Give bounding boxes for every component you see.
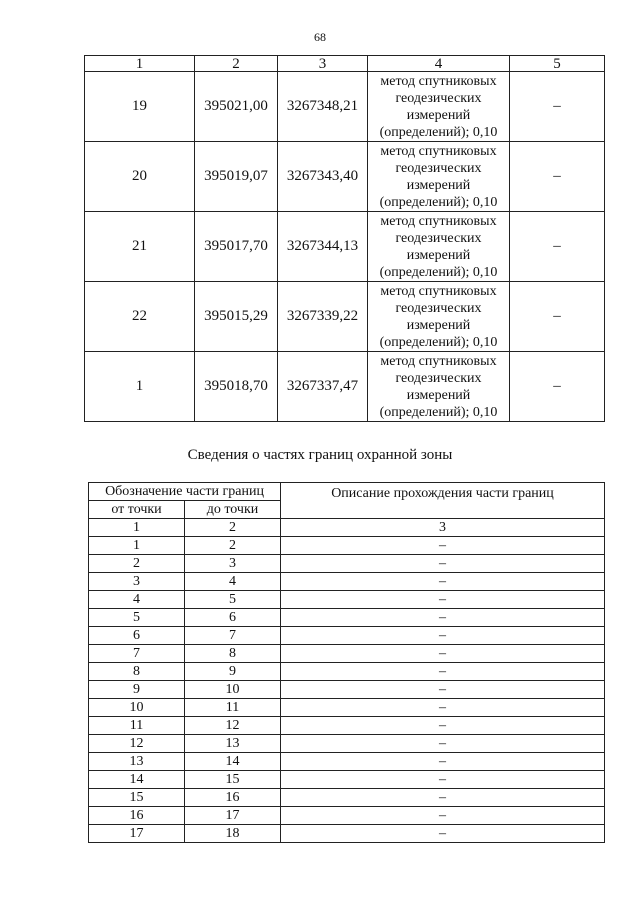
to-point: 9 xyxy=(185,663,281,681)
method-line: измерений xyxy=(406,177,471,193)
part-description: – xyxy=(281,573,605,591)
point-number: 19 xyxy=(85,72,195,142)
to-point: 16 xyxy=(185,789,281,807)
method-line: измерений xyxy=(406,387,471,403)
parts-header-row xyxy=(89,483,605,501)
to-point: 14 xyxy=(185,753,281,771)
point-number: 1 xyxy=(85,352,195,422)
method-line: геодезических xyxy=(395,90,482,106)
coordinate-y: 3267343,40 xyxy=(278,142,368,212)
table-row xyxy=(89,573,605,591)
measurement-method xyxy=(368,282,510,352)
table-row xyxy=(89,645,605,663)
header-from-point: от точки xyxy=(89,501,185,519)
part-description: – xyxy=(281,753,605,771)
part-description: – xyxy=(281,825,605,843)
method-line: измерений xyxy=(406,247,471,263)
point-number: 21 xyxy=(85,212,195,282)
column-number-1: 1 xyxy=(85,56,195,72)
coordinate-x: 395015,29 xyxy=(195,282,278,352)
method-line: геодезических xyxy=(395,160,482,176)
coordinates-header-row xyxy=(85,56,605,72)
section-title: Сведения о частях границ охранной зоны xyxy=(187,447,453,463)
part-description: – xyxy=(281,789,605,807)
method-line: (определений); 0,10 xyxy=(379,334,498,350)
from-point: 15 xyxy=(89,789,185,807)
from-point: 12 xyxy=(89,735,185,753)
note: – xyxy=(510,352,605,422)
coordinate-x: 395019,07 xyxy=(195,142,278,212)
to-point: 18 xyxy=(185,825,281,843)
to-point: 17 xyxy=(185,807,281,825)
from-point: 13 xyxy=(89,753,185,771)
header-to-point: до точки xyxy=(185,501,281,519)
part-description: – xyxy=(281,699,605,717)
table-row xyxy=(89,735,605,753)
note: – xyxy=(510,72,605,142)
method-line: метод спутниковых xyxy=(380,283,497,299)
coordinate-y: 3267344,13 xyxy=(278,212,368,282)
method-line: геодезических xyxy=(395,230,482,246)
to-point: 12 xyxy=(185,717,281,735)
coordinate-y: 3267348,21 xyxy=(278,72,368,142)
table-row xyxy=(89,825,605,843)
table-row xyxy=(89,555,605,573)
part-description: – xyxy=(281,735,605,753)
part-description: – xyxy=(281,537,605,555)
header-description: Описание прохождения части границ xyxy=(281,483,605,519)
part-description: – xyxy=(281,555,605,573)
to-point: 4 xyxy=(185,573,281,591)
to-point: 3 xyxy=(185,555,281,573)
table-row xyxy=(89,807,605,825)
table-row xyxy=(89,717,605,735)
method-line: метод спутниковых xyxy=(380,73,497,89)
from-point: 3 xyxy=(89,573,185,591)
from-point: 10 xyxy=(89,699,185,717)
from-point: 11 xyxy=(89,717,185,735)
part-description: – xyxy=(281,609,605,627)
from-point: 5 xyxy=(89,609,185,627)
note: – xyxy=(510,212,605,282)
coordinate-x: 395018,70 xyxy=(195,352,278,422)
table-row xyxy=(89,627,605,645)
table-row xyxy=(89,591,605,609)
to-point: 11 xyxy=(185,699,281,717)
coordinate-y: 3267337,47 xyxy=(278,352,368,422)
column-number-2: 2 xyxy=(185,519,281,537)
table-row xyxy=(85,352,605,422)
part-description: – xyxy=(281,645,605,663)
boundary-parts-table xyxy=(88,482,605,843)
to-point: 8 xyxy=(185,645,281,663)
table-row xyxy=(89,537,605,555)
measurement-method xyxy=(368,352,510,422)
coordinate-y: 3267339,22 xyxy=(278,282,368,352)
part-description: – xyxy=(281,627,605,645)
method-line: измерений xyxy=(406,317,471,333)
part-description: – xyxy=(281,717,605,735)
table-row xyxy=(89,609,605,627)
table-row xyxy=(85,282,605,352)
from-point: 6 xyxy=(89,627,185,645)
method-line: (определений); 0,10 xyxy=(379,124,498,140)
measurement-method xyxy=(368,212,510,282)
page-number: 68 xyxy=(314,30,326,44)
to-point: 7 xyxy=(185,627,281,645)
table-row xyxy=(89,771,605,789)
parts-column-numbers-row xyxy=(89,519,605,537)
from-point: 14 xyxy=(89,771,185,789)
method-line: (определений); 0,10 xyxy=(379,264,498,280)
from-point: 2 xyxy=(89,555,185,573)
part-description: – xyxy=(281,591,605,609)
table-row xyxy=(89,663,605,681)
column-number-2: 2 xyxy=(195,56,278,72)
column-number-1: 1 xyxy=(89,519,185,537)
note: – xyxy=(510,282,605,352)
method-line: метод спутниковых xyxy=(380,143,497,159)
to-point: 2 xyxy=(185,537,281,555)
to-point: 6 xyxy=(185,609,281,627)
table-row xyxy=(85,72,605,142)
to-point: 13 xyxy=(185,735,281,753)
coordinate-x: 395017,70 xyxy=(195,212,278,282)
point-number: 22 xyxy=(85,282,195,352)
from-point: 17 xyxy=(89,825,185,843)
from-point: 4 xyxy=(89,591,185,609)
column-number-5: 5 xyxy=(510,56,605,72)
from-point: 9 xyxy=(89,681,185,699)
table-row xyxy=(85,142,605,212)
table-row xyxy=(89,681,605,699)
measurement-method xyxy=(368,142,510,212)
method-line: (определений); 0,10 xyxy=(379,194,498,210)
part-description: – xyxy=(281,807,605,825)
method-line: (определений); 0,10 xyxy=(379,404,498,420)
from-point: 8 xyxy=(89,663,185,681)
note: – xyxy=(510,142,605,212)
to-point: 15 xyxy=(185,771,281,789)
column-number-3: 3 xyxy=(281,519,605,537)
table-row xyxy=(89,789,605,807)
method-line: метод спутниковых xyxy=(380,353,497,369)
point-number: 20 xyxy=(85,142,195,212)
column-number-3: 3 xyxy=(278,56,368,72)
header-boundary-part: Обозначение части границ xyxy=(89,483,281,501)
method-line: измерений xyxy=(406,107,471,123)
table-row xyxy=(85,212,605,282)
part-description: – xyxy=(281,771,605,789)
table-row xyxy=(89,753,605,771)
to-point: 10 xyxy=(185,681,281,699)
method-line: геодезических xyxy=(395,370,482,386)
part-description: – xyxy=(281,663,605,681)
table-row xyxy=(89,699,605,717)
method-line: геодезических xyxy=(395,300,482,316)
coordinate-x: 395021,00 xyxy=(195,72,278,142)
method-line: метод спутниковых xyxy=(380,213,497,229)
measurement-method xyxy=(368,72,510,142)
from-point: 7 xyxy=(89,645,185,663)
from-point: 16 xyxy=(89,807,185,825)
column-number-4: 4 xyxy=(368,56,510,72)
from-point: 1 xyxy=(89,537,185,555)
coordinates-table xyxy=(84,55,605,422)
to-point: 5 xyxy=(185,591,281,609)
part-description: – xyxy=(281,681,605,699)
